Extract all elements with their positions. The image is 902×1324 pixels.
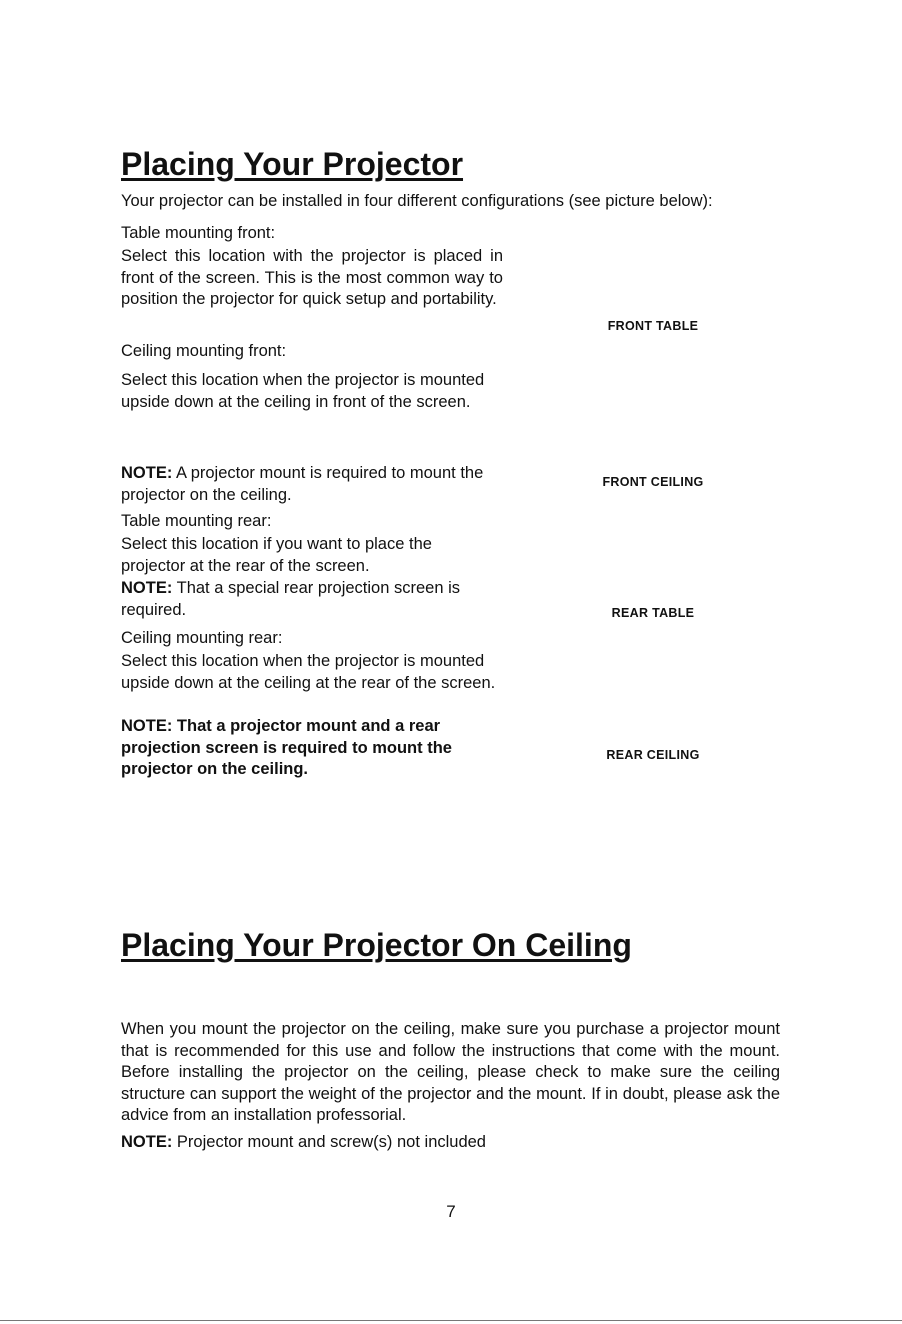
note-rear-screen <box>121 578 505 621</box>
note-label: NOTE: <box>121 464 173 482</box>
ceiling-body-text: When you mount the projector on the ceiling, make sure you purchase a projector mount that is recommended for this use and follow the instructions that come with the mount. Before installing the projector on the ceiling, please check to make sure the ceiling structure can support the weight of the projector and the mount. If in doubt, please ask the advice from an installation professorial. <box>121 1020 780 1124</box>
page-title: Placing Your Projector <box>121 146 464 182</box>
note-mount-not-included <box>121 1132 721 1154</box>
ceiling-rear-heading: Ceiling mounting rear: <box>121 629 283 647</box>
page-number: 7 <box>446 1202 456 1221</box>
ceiling-rear-body: Select this location when the projector is mounted upside down at the ceiling at the rear of the screen. <box>121 652 496 692</box>
caption-front-ceiling: FRONT CEILING <box>602 475 704 489</box>
caption-front-table: FRONT TABLE <box>607 319 699 333</box>
note-text: That a special rear projection screen is required. <box>121 579 461 619</box>
note-text: A projector mount is required to mount the projector on the ceiling. <box>121 464 484 504</box>
intro-text: Your projector can be installed in four different configurations (see picture below): <box>121 192 713 210</box>
note-label: NOTE: <box>121 1133 173 1151</box>
caption-rear-table: REAR TABLE <box>611 606 695 620</box>
note-text: Projector mount and screw(s) not included <box>172 1133 486 1151</box>
table-front-body: Select this location with the projector is placed in front of the screen. This is the most common way to position the projector for quick setup and portability. <box>121 247 503 308</box>
note-label: NOTE: <box>121 579 173 597</box>
caption-rear-ceiling: REAR CEILING <box>606 748 700 762</box>
note-rear-ceiling: NOTE: That a projector mount and a rear projection screen is required to mount the projector on the ceiling. <box>121 717 452 778</box>
table-rear-body: Select this location if you want to place the projector at the rear of the screen. <box>121 535 432 575</box>
ceiling-front-heading: Ceiling mounting front: <box>121 342 287 360</box>
section-title-ceiling: Placing Your Projector On Ceiling <box>121 927 632 963</box>
note-front-ceiling <box>121 463 505 506</box>
table-front-heading: Table mounting front: <box>121 224 276 242</box>
table-rear-heading: Table mounting rear: <box>121 512 272 530</box>
ceiling-front-body: Select this location when the projector is mounted upside down at the ceiling in front of the screen. <box>121 371 485 411</box>
page-bottom-rule <box>0 1320 902 1321</box>
